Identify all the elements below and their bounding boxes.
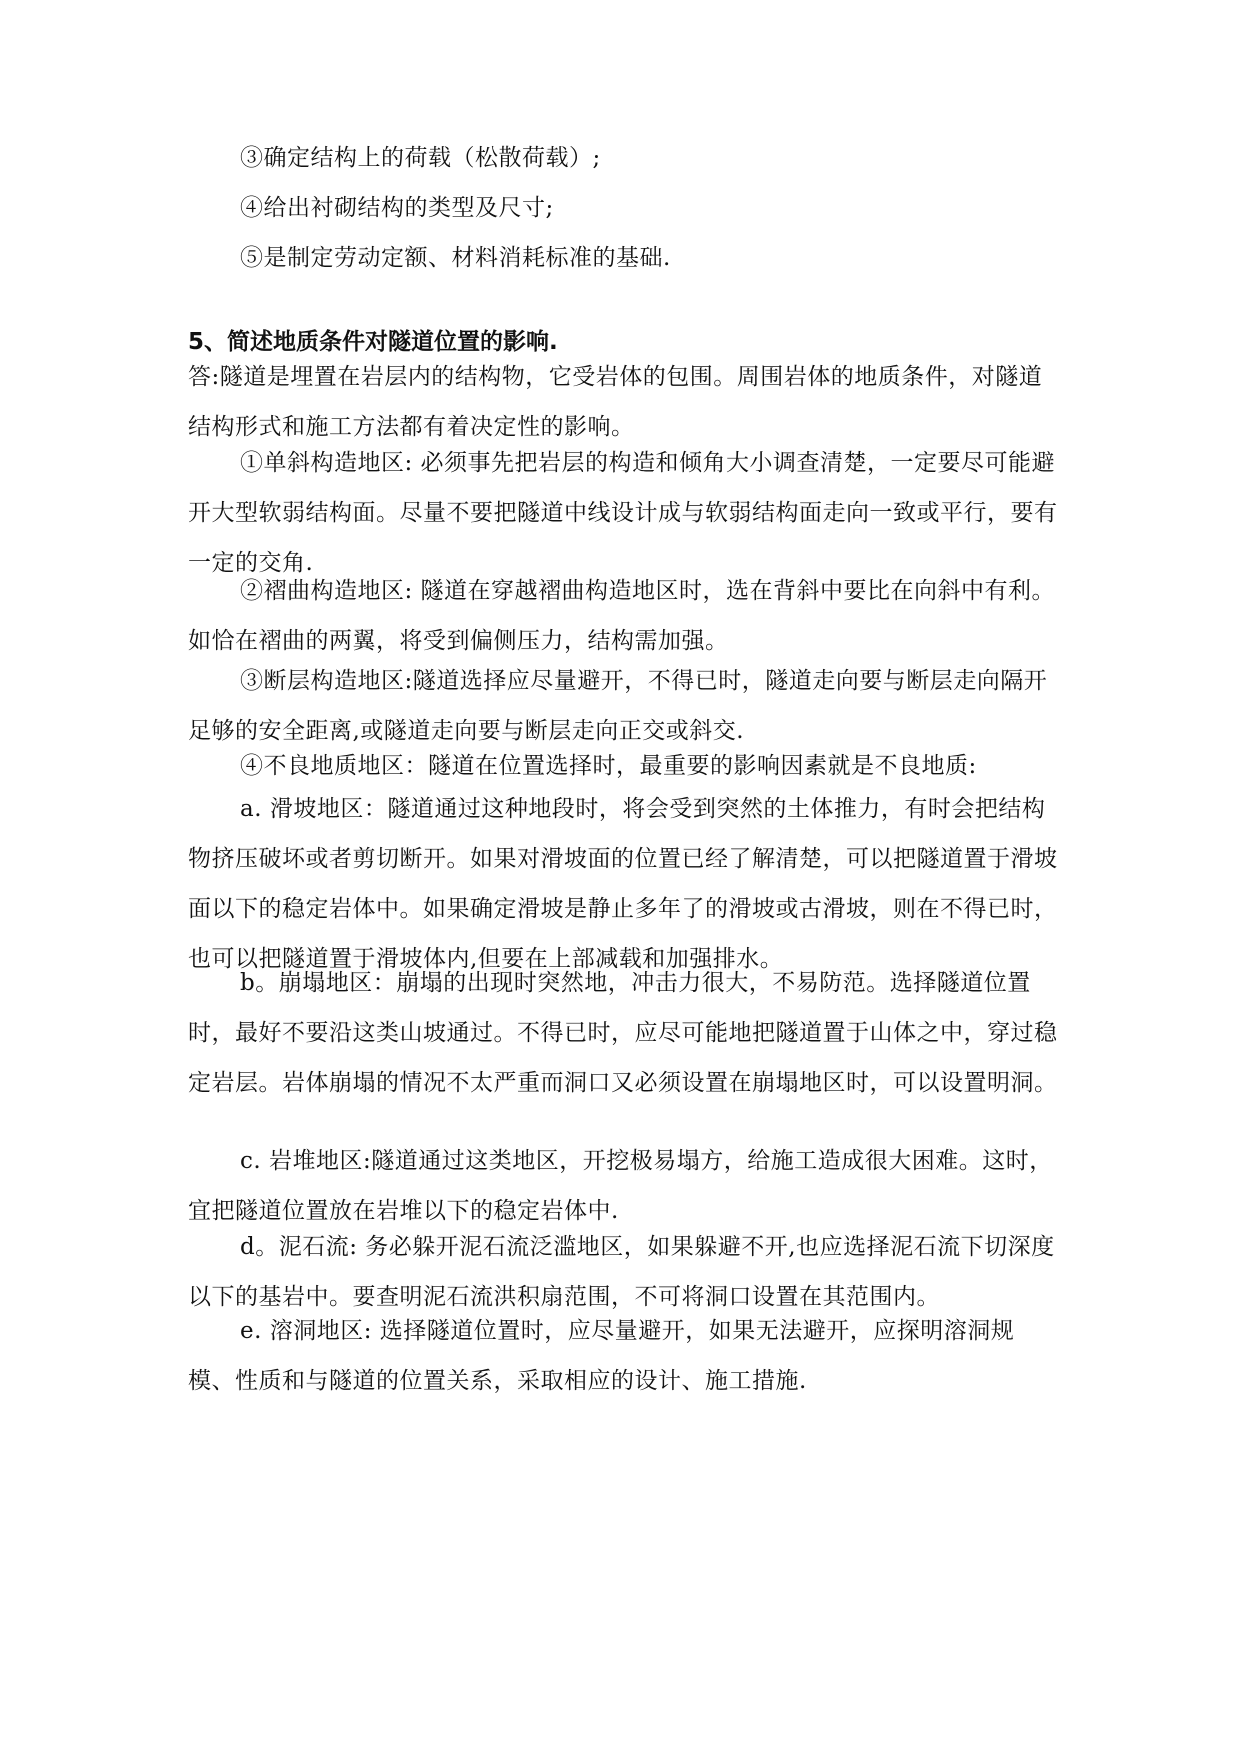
intro-item-5: ⑤是制定劳动定额、材料消耗标准的基础. [240,245,671,271]
sub-point-landslide: a. 滑坡地区：隧道通过这种地段时，将会受到突然的土体推力，有时会把结构物挤压破坏或者剪切断开。如果对滑坡面的位置已经了解清楚，可以把隧道置于滑坡面以下的稳定岩体中。如果确定滑坡是静止多年了的滑坡或古滑坡，则在不得已时，也可以把隧道置于滑坡体内,但要在上部减载和加强排水。 [188,796,1058,972]
intro-item-3: ③确定结构上的荷载（松散荷载）; [240,145,601,171]
answer-intro: 答:隧道是埋置在岩层内的结构物，它受岩体的包围。周围岩体的地质条件，对隧道结构形式和施工方法都有着决定性的影响。 [188,364,1043,440]
sub-point-talus: c. 岩堆地区:隧道通过这类地区，开挖极易塌方，给施工造成很大困难。这时，宜把隧道位置放在岩堆以下的稳定岩体中. [188,1148,1053,1224]
point-fold: ②褶曲构造地区: 隧道在穿越褶曲构造地区时，选在背斜中要比在向斜中有利。如恰在褶曲的两翼，将受到偏侧压力，结构需加强。 [188,578,1056,654]
point-monocline: ①单斜构造地区: 必须事先把岩层的构造和倾角大小调查清楚，一定要尽可能避开大型软弱结构面。尽量不要把隧道中线设计成与软弱结构面走向一致或平行，要有一定的交角. [188,450,1058,576]
sub-point-debris-flow: d。泥石流: 务必躲开泥石流泛滥地区，如果躲避不开,也应选择泥石流下切深度以下的基岩中。要查明泥石流洪积扇范围，不可将洞口设置在其范围内。 [188,1234,1055,1310]
point-fault: ③断层构造地区:隧道选择应尽量避开，不得已时，隧道走向要与断层走向隔开足够的安全距离,或隧道走向要与断层走向正交或斜交. [188,668,1048,744]
intro-item-4: ④给出衬砌结构的类型及尺寸; [240,195,554,221]
question-heading: 5、简述地质条件对隧道位置的影响. [188,329,558,355]
sub-point-collapse: b。崩塌地区：崩塌的出现时突然地，冲击力很大，不易防范。选择隧道位置时，最好不要沿这类山坡通过。不得已时，应尽可能地把隧道置于山体之中，穿过稳定岩层。岩体崩塌的情况不太严重而洞口又必须设置在崩塌地区时，可以设置明洞。 [188,970,1058,1096]
sub-point-karst-cave: e. 溶洞地区: 选择隧道位置时，应尽量避开，如果无法避开，应探明溶洞规模、性质和与隧道的位置关系，采取相应的设计、施工措施. [188,1318,1015,1394]
point-bad-geology: ④不良地质地区：隧道在位置选择时，最重要的影响因素就是不良地质: [240,753,977,779]
